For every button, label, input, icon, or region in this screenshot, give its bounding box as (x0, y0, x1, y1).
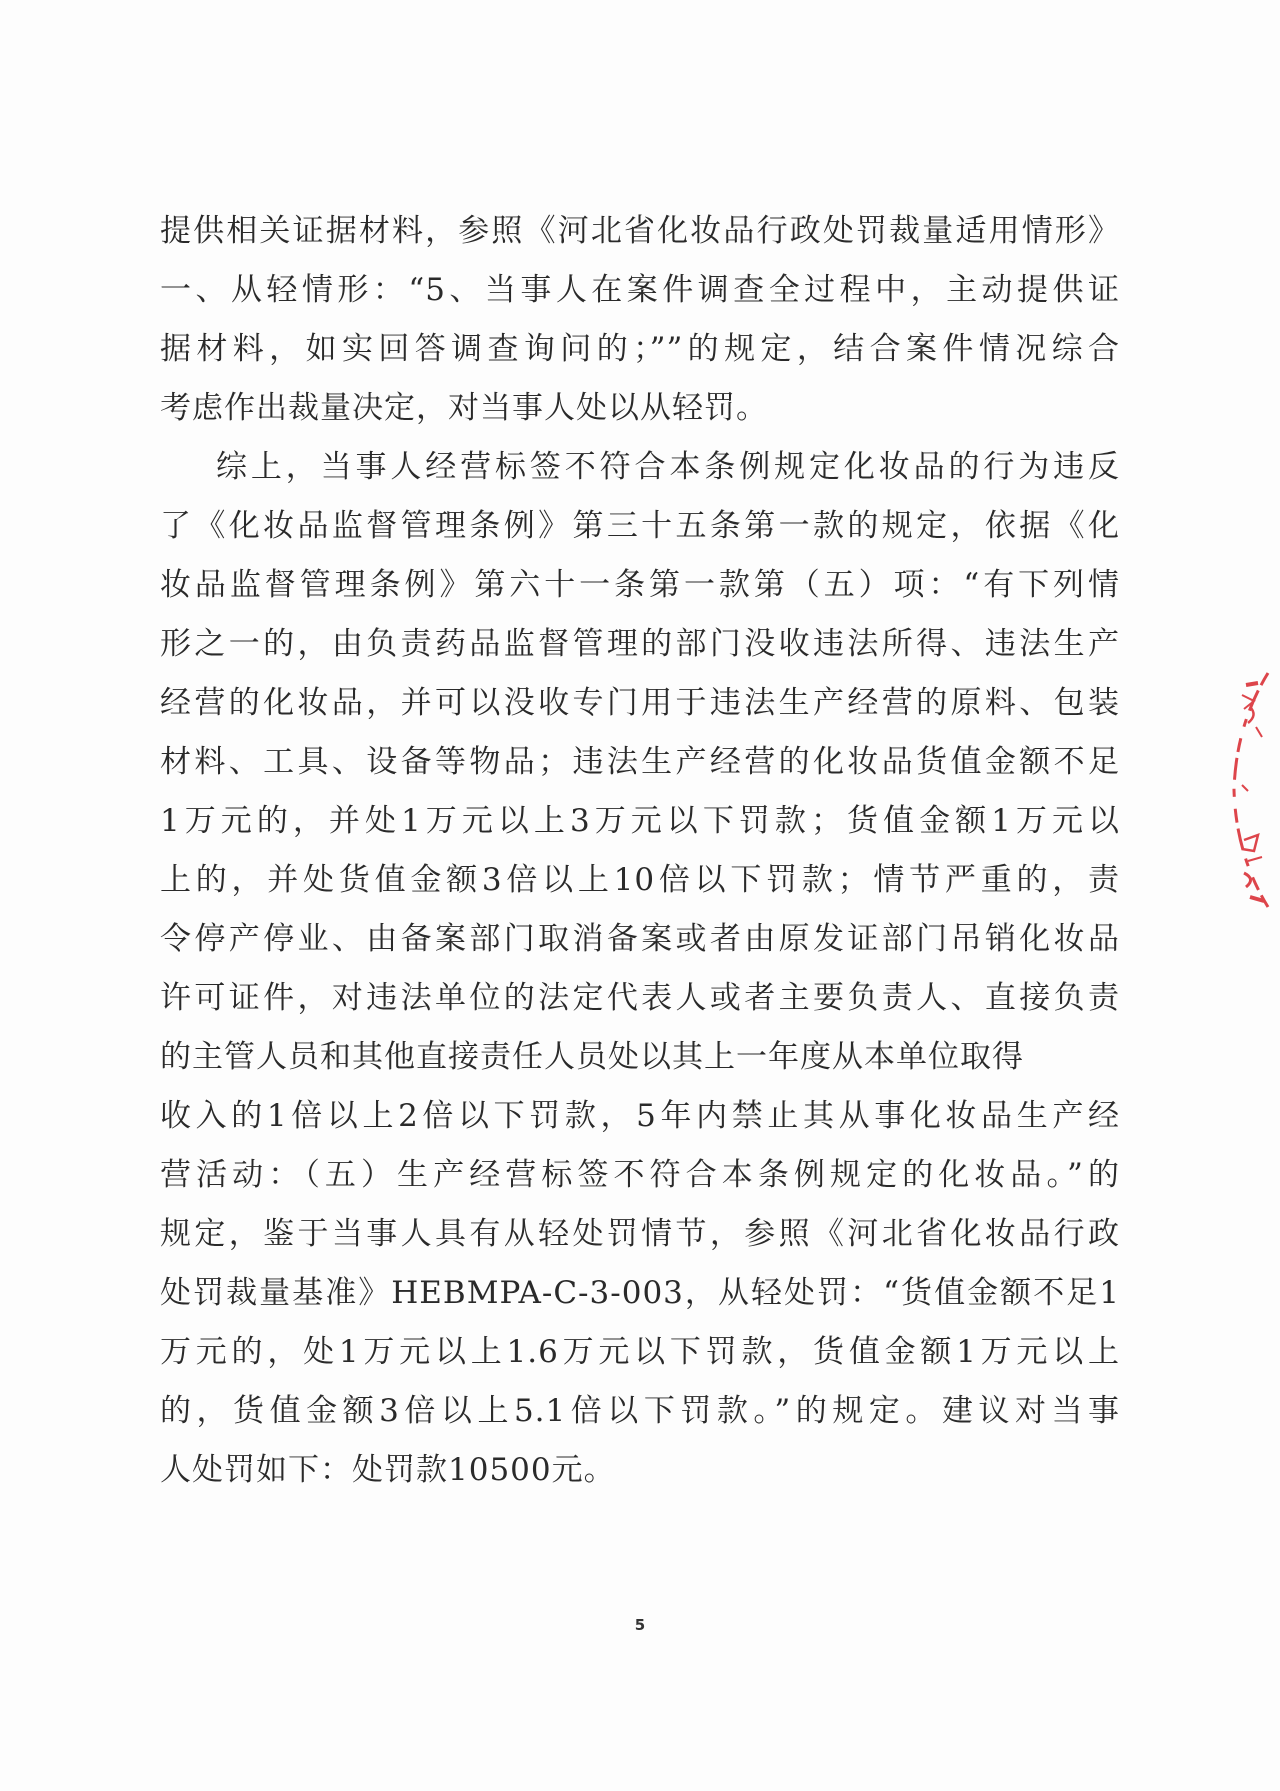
text-line-17: 营活动：（五）生产经营标签不符合本条例规定的化妆品。”的 (160, 1157, 1120, 1193)
text-line-21: 的，货值金额3倍以上5.1倍以下罚款。”的规定。建议对当事 (160, 1393, 1120, 1429)
text-line-2: 一、从轻情形：“5、当事人在案件调查全过程中，主动提供证 (160, 272, 1120, 308)
text-line-15: 的主管人员和其他直接责任人员处以其上一年度从本单位取得 (160, 1039, 1024, 1075)
text-line-19: 处罚裁量基准》HEBMPA-C-3-003，从轻处罚：“货值金额不足1 (160, 1275, 1120, 1311)
text-line-20: 万元的，处1万元以上1.6万元以下罚款，货值金额1万元以上 (160, 1334, 1120, 1370)
body-text (160, 202, 1120, 1500)
seal-graphic (1228, 665, 1280, 915)
text-line-12: 上的，并处货值金额3倍以上10倍以下罚款；情节严重的，责 (160, 862, 1120, 898)
text-line-8: 形之一的，由负责药品监督管理的部门没收违法所得、违法生产 (160, 626, 1120, 662)
text-line-18: 规定，鉴于当事人具有从轻处罚情节，参照《河北省化妆品行政 (160, 1216, 1120, 1252)
text-line-22: 人处罚如下：处罚款10500元。 (160, 1452, 616, 1488)
red-seal-stamp (1228, 665, 1280, 915)
page-number: 5 (634, 1616, 646, 1634)
text-line-3: 据材料，如实回答调查询问的；””的规定，结合案件情况综合 (160, 331, 1120, 367)
text-line-16: 收入的1倍以上2倍以下罚款，5年内禁止其从事化妆品生产经 (160, 1098, 1120, 1134)
text-line-13: 令停产停业、由备案部门取消备案或者由原发证部门吊销化妆品 (160, 921, 1120, 957)
text-line-5: 综上，当事人经营标签不符合本条例规定化妆品的行为违反 (216, 449, 1120, 485)
text-line-1: 提供相关证据材料，参照《河北省化妆品行政处罚裁量适用情形》 (160, 213, 1120, 249)
text-line-11: 1万元的，并处1万元以上3万元以下罚款；货值金额1万元以 (160, 803, 1120, 839)
text-line-4: 考虑作出裁量决定，对当事人处以从轻罚。 (160, 390, 768, 426)
text-line-7: 妆品监督管理条例》第六十一条第一款第（五）项：“有下列情 (160, 567, 1120, 603)
text-line-6: 了《化妆品监督管理条例》第三十五条第一款的规定，依据《化 (160, 508, 1120, 544)
text-line-14: 许可证件，对违法单位的法定代表人或者主要负责人、直接负责 (160, 980, 1120, 1016)
text-line-10: 材料、工具、设备等物品；违法生产经营的化妆品货值金额不足 (160, 744, 1120, 780)
text-line-9: 经营的化妆品，并可以没收专门用于违法生产经营的原料、包装 (160, 685, 1120, 721)
